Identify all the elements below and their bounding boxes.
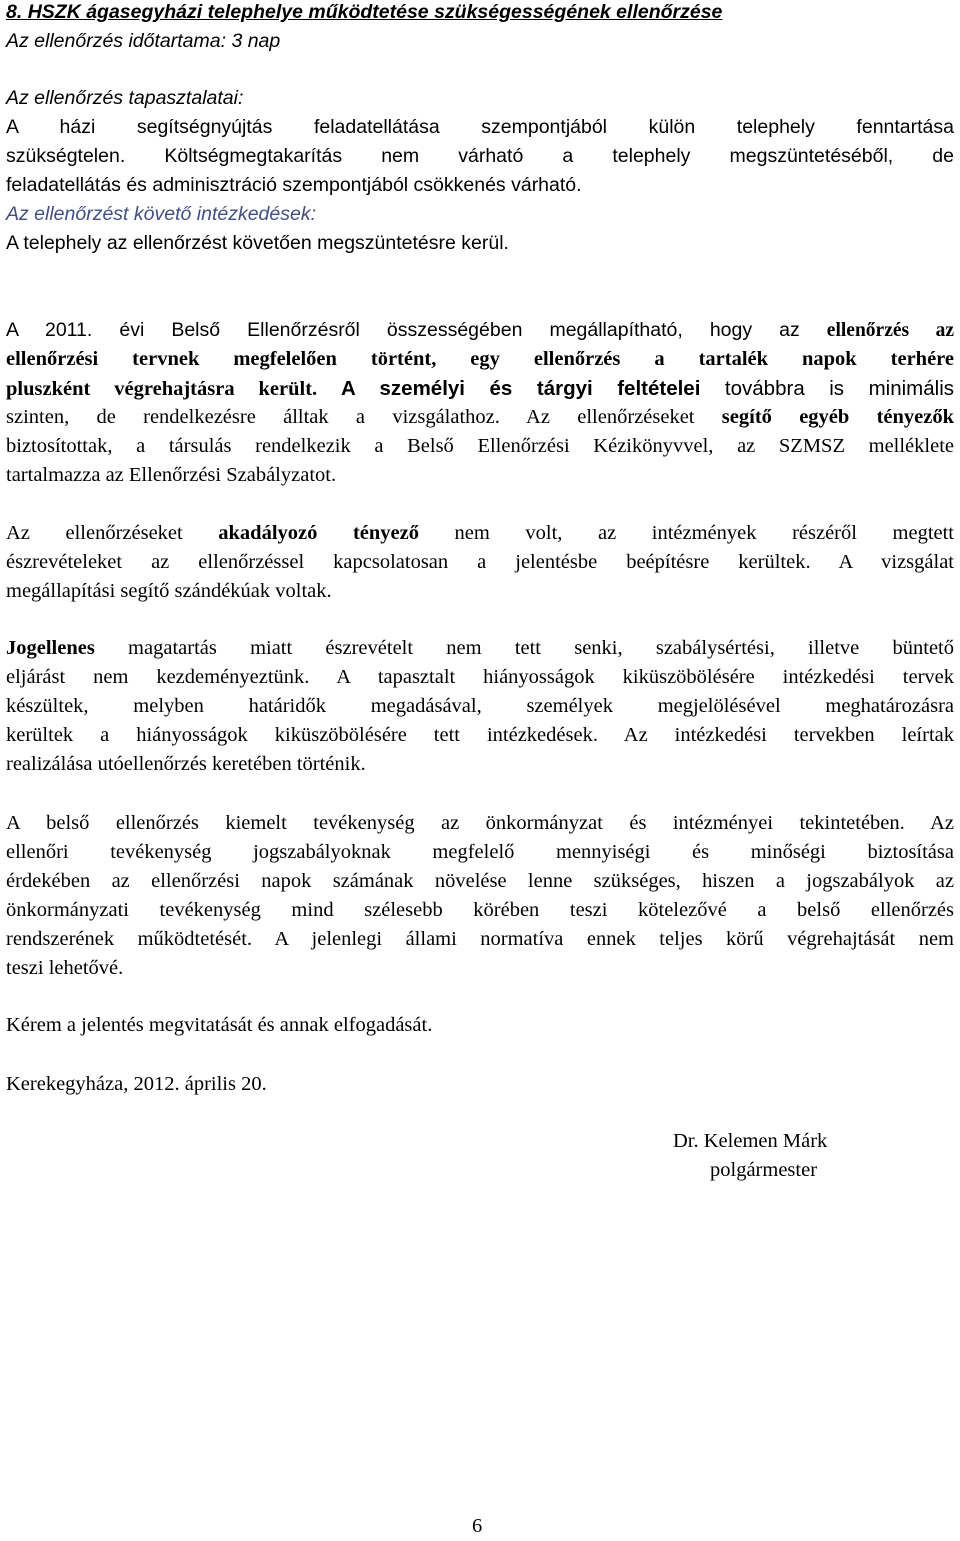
p1-line-3 bbox=[6, 374, 954, 404]
p4-line-5: rendszerének működtetését. A jelenlegi állami normatíva ennek teljes körű végrehajtását nem bbox=[6, 928, 954, 950]
experience-line-2: szükségtelen. Költségmegtakarítás nem várható a telephely megszüntetéséből, de bbox=[6, 145, 954, 167]
p1-line-2 bbox=[6, 345, 954, 374]
signature-role: polgármester bbox=[710, 1159, 818, 1181]
p4-line-2: ellenőri tevékenység jogszabályoknak megfelelő mennyiségi és minőségi biztosítása bbox=[6, 841, 954, 863]
duration-line bbox=[6, 27, 280, 56]
p1-line-4b: segítő egyéb tényezők bbox=[721, 406, 955, 428]
duration-value: 3 nap bbox=[231, 30, 281, 52]
measures-label: Az ellenőrzést követő intézkedések: bbox=[6, 203, 317, 225]
p2-line-1b: akadályozó tényező bbox=[218, 522, 419, 544]
p4-line-1: A belső ellenőrzés kiemelt tevékenység az önkormányzat és intézményei tekintetében. Az bbox=[6, 812, 954, 834]
section-heading bbox=[6, 0, 722, 27]
p1-line-3a: pluszként végrehajtásra került. bbox=[6, 378, 318, 400]
experience-line-1: A házi segítségnyújtás feladatellátása szempontjából külön telephely fenntartása bbox=[6, 116, 954, 138]
duration-label: Az ellenőrzés időtartama: bbox=[6, 30, 227, 52]
section-title: HSZK ágasegyházi telephelye működtetése szükségességének ellenőrzése bbox=[27, 1, 723, 23]
p3-line-3: készültek, melyben határidők megadásával, személyek megjelölésével meghatározásra bbox=[6, 695, 954, 717]
experience-label: Az ellenőrzés tapasztalatai: bbox=[6, 87, 244, 109]
p2-line-1 bbox=[6, 519, 954, 548]
p2-line-1c: nem volt, az intézmények részéről megtett bbox=[418, 522, 955, 544]
p2-line-1a: Az ellenőrzéseket bbox=[6, 522, 219, 544]
p1-line-3b: A személyi és tárgyi feltételei bbox=[317, 377, 701, 400]
experience-line-3: feladatellátás és adminisztráció szempontjából csökkenés várható. bbox=[6, 174, 582, 196]
p1-line-1b: ellenőrzés az bbox=[826, 320, 954, 341]
p2-line-2: észrevételeket az ellenőrzéssel kapcsolatosan a jelentésbe beépítésre kerültek. A vizsgálat bbox=[6, 551, 954, 573]
p1-line-1 bbox=[6, 316, 954, 345]
p1-line-1a: A 2011. évi Belső Ellenőrzésről összességében megállapítható, hogy az bbox=[6, 319, 827, 341]
p1-line-6: tartalmazza az Ellenőrzési Szabályzatot. bbox=[6, 464, 337, 486]
request-text: Kérem a jelentés megvitatását és annak elfogadását. bbox=[6, 1014, 433, 1036]
p3-line-1a: Jogellenes bbox=[6, 637, 95, 659]
p4-line-6: teszi lehetővé. bbox=[6, 957, 124, 979]
p1-line-2-text: ellenőrzési tervnek megfelelően történt, egy ellenőrzés a tartalék napok terhére bbox=[6, 348, 954, 370]
p1-line-3c: továbbra is minimális bbox=[700, 377, 955, 400]
p1-line-4 bbox=[6, 403, 954, 432]
p2-line-3: megállapítási segítő szándékúak voltak. bbox=[6, 580, 332, 602]
section-number: 8. bbox=[6, 1, 23, 23]
p4-line-3: érdekében az ellenőrzési napok számának növelése lenne szükséges, hiszen a jogszabályok az bbox=[6, 870, 954, 892]
measures-text: A telephely az ellenőrzést követően megszüntetésre kerül. bbox=[6, 232, 509, 254]
p3-line-1 bbox=[6, 634, 954, 663]
p3-line-4: kerültek a hiányosságok kiküszöbölésére tett intézkedések. Az intézkedési tervekben leírtak bbox=[6, 724, 954, 746]
page-number: 6 bbox=[472, 1515, 483, 1537]
p3-line-5: realizálása utóellenőrzés keretében történik. bbox=[6, 753, 366, 775]
p1-line-4a: szinten, de rendelkezésre álltak a vizsgálathoz. Az ellenőrzéseket bbox=[6, 406, 722, 428]
p1-line-5: biztosítottak, a társulás rendelkezik a Belső Ellenőrzési Kézikönyvvel, az SZMSZ melléklete bbox=[6, 435, 954, 457]
signature-name: Dr. Kelemen Márk bbox=[673, 1130, 828, 1152]
p4-line-4: önkormányzati tevékenység mind szélesebb körében teszi kötelezővé a belső ellenőrzés bbox=[6, 899, 954, 921]
p3-line-1b: magatartás miatt észrevételt nem tett senki, szabálysértési, illetve büntető bbox=[94, 637, 954, 659]
place-date: Kerekegyháza, 2012. április 20. bbox=[6, 1073, 267, 1095]
p3-line-2: eljárást nem kezdeményeztünk. A tapasztalt hiányosságok kiküszöbölésére intézkedési tervek bbox=[6, 666, 954, 688]
